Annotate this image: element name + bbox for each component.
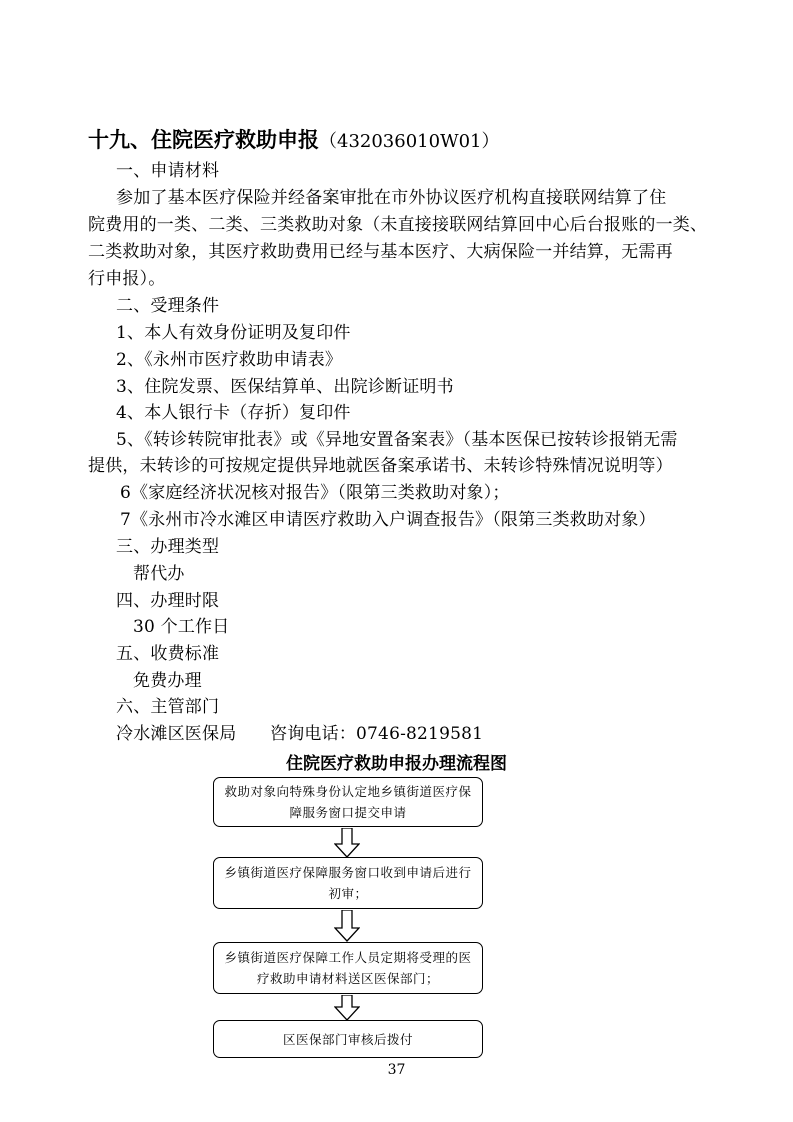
list-item: 5、《转诊转院审批表》或《异地安置备案表》（基本医保已按转诊报销无需 bbox=[116, 430, 678, 450]
down-arrow-icon bbox=[334, 995, 360, 1021]
value-fee: 免费办理 bbox=[133, 671, 202, 691]
value-time-limit: 30 个工作日 bbox=[133, 617, 230, 637]
department-contact: 冷水滩区医保局 咨询电话：0746-8219581 bbox=[116, 724, 484, 744]
section-title-text: 十九、住院医疗救助申报 bbox=[88, 128, 319, 152]
flow-step-1: 救助对象向特殊身份认定地乡镇街道医疗保障服务窗口提交申请 bbox=[213, 777, 483, 827]
down-arrow-icon bbox=[334, 910, 360, 942]
paragraph-line: 行申报）。 bbox=[88, 269, 166, 289]
list-item: 7《永州市冷水滩区申请医疗救助入户调查报告》（限第三类救助对象） bbox=[120, 510, 656, 530]
heading-materials: 一、申请材料 bbox=[116, 161, 220, 181]
paragraph-line: 参加了基本医疗保险并经备案审批在市外协议医疗机构直接联网结算了住 bbox=[116, 188, 667, 208]
page-number: 37 bbox=[387, 1062, 406, 1078]
section-code: （432036010W01） bbox=[319, 131, 500, 152]
heading-department: 六、主管部门 bbox=[116, 697, 220, 717]
flow-step-2: 乡镇街道医疗保障服务窗口收到申请后进行初审； bbox=[213, 857, 483, 909]
list-item-continued: 提供，未转诊的可按规定提供异地就医备案承诺书、未转诊特殊情况说明等） bbox=[88, 456, 673, 476]
flow-step-3: 乡镇街道医疗保障工作人员定期将受理的医疗救助申请材料送区医保部门； bbox=[213, 942, 483, 994]
paragraph-line: 院费用的一类、二类、三类救助对象（未直接接联网结算回中心后台报账的一类、 bbox=[88, 215, 708, 235]
heading-conditions: 二、受理条件 bbox=[116, 296, 220, 316]
value-type: 帮代办 bbox=[133, 564, 185, 584]
heading-fee: 五、收费标准 bbox=[116, 644, 220, 664]
list-item: 6《家庭经济状况核对报告》（限第三类救助对象）； bbox=[120, 483, 510, 503]
flow-step-4: 区医保部门审核后拨付 bbox=[213, 1020, 483, 1058]
list-item: 3、住院发票、医保结算单、出院诊断证明书 bbox=[116, 377, 454, 397]
paragraph-line: 二类救助对象，其医疗救助费用已经与基本医疗、大病保险一并结算，无需再 bbox=[88, 242, 673, 262]
list-item: 4、本人银行卡（存折）复印件 bbox=[116, 403, 351, 423]
down-arrow-icon bbox=[334, 828, 360, 858]
list-item: 2、《永州市医疗救助申请表》 bbox=[116, 350, 343, 370]
flowchart-title: 住院医疗救助申报办理流程图 bbox=[286, 754, 507, 774]
heading-time-limit: 四、办理时限 bbox=[116, 591, 220, 611]
list-item: 1、本人有效身份证明及复印件 bbox=[116, 323, 351, 343]
heading-type: 三、办理类型 bbox=[116, 537, 220, 557]
section-title bbox=[88, 124, 499, 154]
